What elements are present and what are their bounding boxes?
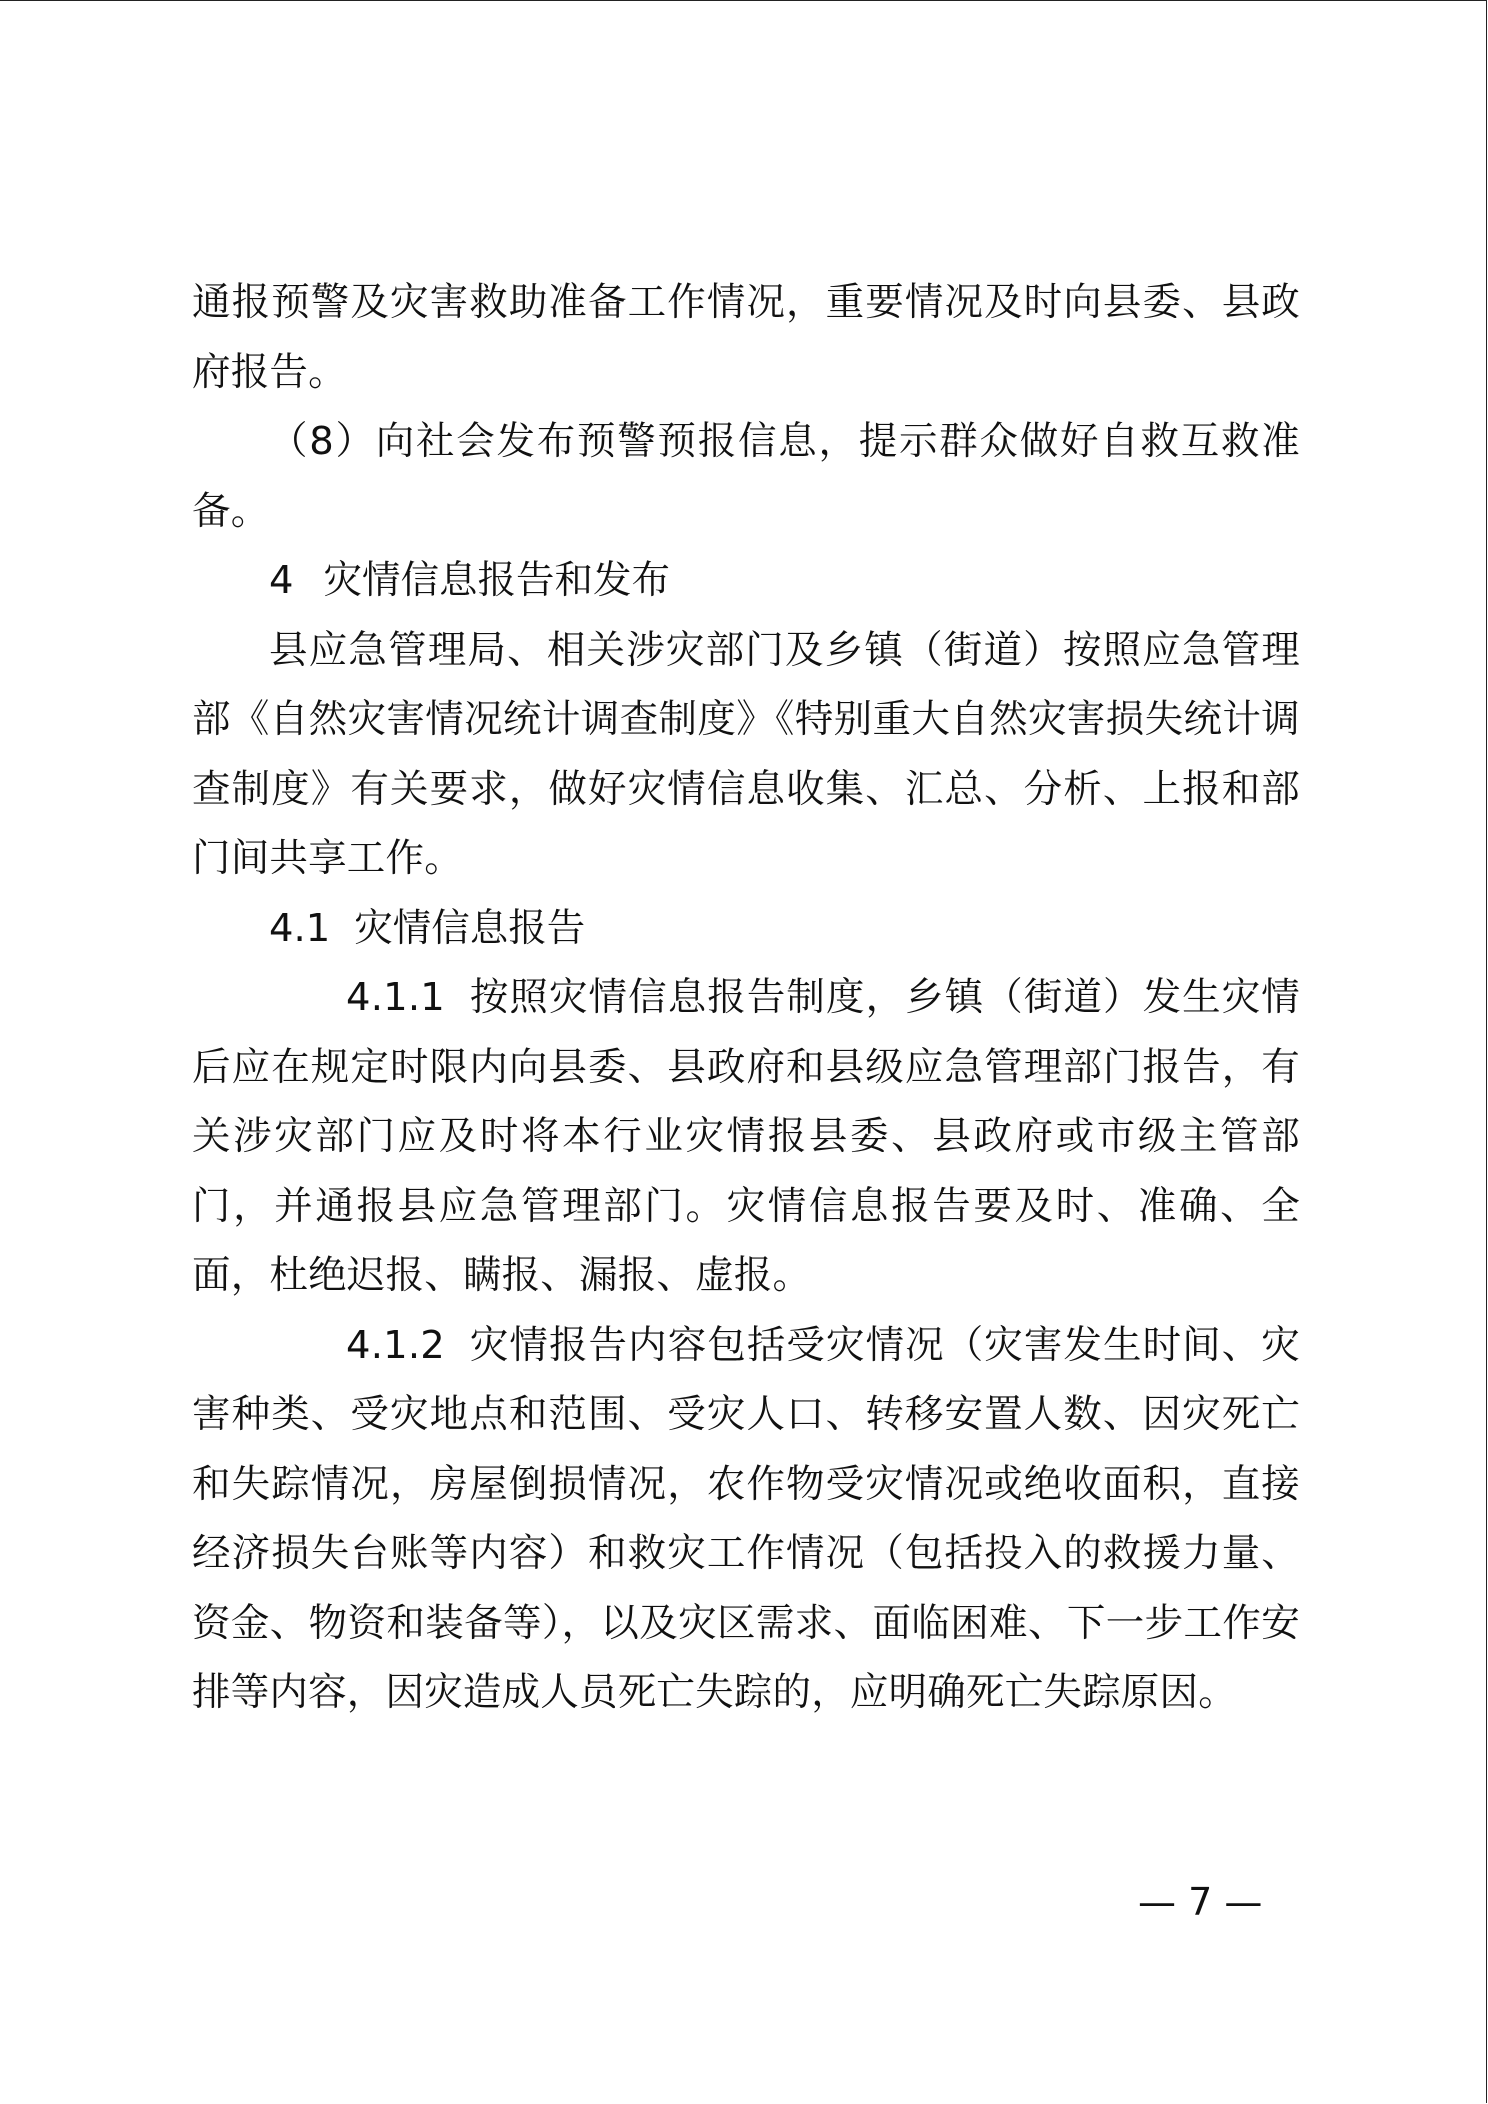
section-4-1-2-text: 灾情报告内容包括受灾情况（灾害发生时间、灾害种类、受灾地点和范围、受灾人口、转移安置人数、因灾死亡和失踪情况，房屋倒损情况，农作物受灾情况或绝收面积，直接经济损失台账等内容）和救灾工作情况（包括投入的救援力量、资金、物资和装备等），以及灾区需求、面临困难、下一步工作安排等内容，因灾造成人员死亡失踪的，应明确死亡失踪原因。 xyxy=(192,1322,1300,1715)
paragraph-warning-report: 通报预警及灾害救助准备工作情况，重要情况及时向县委、县政府报告。 xyxy=(192,280,1300,395)
section-4-1-heading xyxy=(192,894,1300,964)
section-4-1-1-text: 按照灾情信息报告制度，乡镇（街道）发生灾情后应在规定时限内向县委、县政府和县级应急管理部门报告，有关涉灾部门应及时将本行业灾情报县委、县政府或市级主管部门，并通报县应急管理部门。灾情信息报告要及时、准确、全面，杜绝迟报、瞒报、漏报、虚报。 xyxy=(192,975,1300,1298)
section-4-title: 灾情信息报告和发布 xyxy=(323,558,671,603)
page-number: — 7 — xyxy=(1138,1880,1263,1924)
section-4-1-2-paragraph xyxy=(192,1311,1300,1728)
section-4-1-title: 灾情信息报告 xyxy=(354,905,586,951)
section-4-number: 4 xyxy=(269,558,294,603)
section-4-intro: 县应急管理局、相关涉灾部门及乡镇（街道）按照应急管理部《自然灾害情况统计调查制度》《特别重大自然灾害损失统计调查制度》有关要求，做好灾情信息收集、汇总、分析、上报和部门间共享工作。 xyxy=(192,627,1300,881)
section-4-1-number: 4.1 xyxy=(269,905,331,951)
section-4-1-1-paragraph xyxy=(192,963,1300,1311)
section-4-heading xyxy=(192,546,1300,616)
section-4-1-1-number: 4.1.1 xyxy=(346,975,445,1020)
paragraph-item-8: （8）向社会发布预警预报信息，提示群众做好自救互救准备。 xyxy=(192,419,1300,534)
document-body xyxy=(192,268,1300,1728)
section-4-1-2-number: 4.1.2 xyxy=(346,1322,445,1368)
